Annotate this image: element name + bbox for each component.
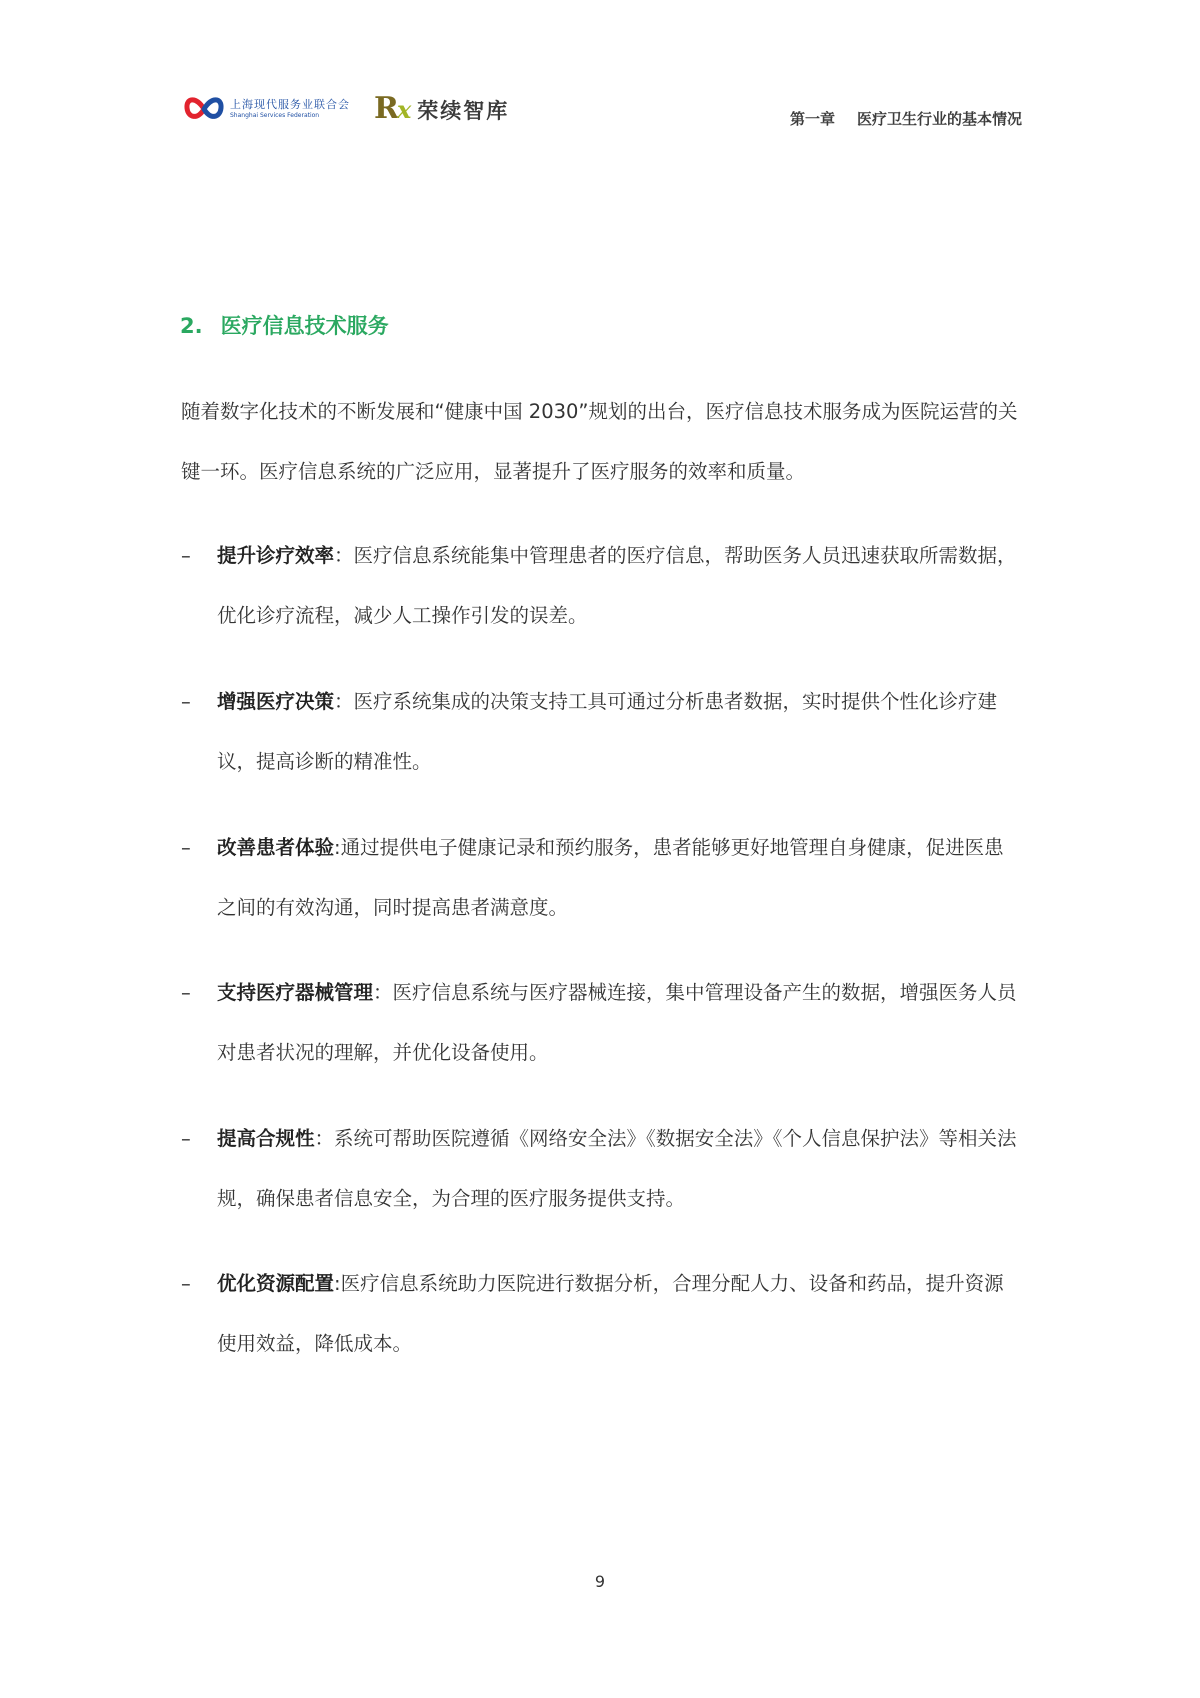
list-item	[181, 526, 1023, 646]
bullet-marker: –	[181, 981, 191, 1004]
section-heading	[180, 310, 389, 340]
bullet-separator: ：	[334, 544, 354, 567]
chapter-title: 医疗卫生行业的基本情况	[856, 110, 1022, 128]
list-item	[181, 672, 1023, 792]
bullet-marker: –	[181, 690, 191, 713]
list-item	[181, 1254, 1023, 1374]
rx-logo-name: 荣续智库	[417, 98, 510, 123]
bullet-separator: ：	[314, 1127, 335, 1150]
bullet-text: 医疗信息系统与医疗器械连接，集中管理设备产生的数据，增强医务人员对患者状况的理解，并优化设备使用。	[217, 981, 1017, 1064]
bullet-marker: –	[181, 1127, 191, 1150]
bullet-marker: –	[181, 836, 191, 859]
bullet-term: 优化资源配置	[217, 1272, 335, 1295]
rx-logo-mark: Rx	[374, 91, 410, 126]
ssf-logo-en: Shanghai Services Federation	[230, 112, 320, 119]
bullet-term: 增强医疗决策	[217, 690, 335, 713]
section-number: 2.	[180, 314, 203, 338]
list-item	[181, 818, 1023, 938]
list-item	[181, 1109, 1023, 1229]
bullet-text: 通过提供电子健康记录和预约服务，患者能够更好地管理自身健康，促进医患之间的有效沟通，同时提高患者满意度。	[217, 836, 1004, 919]
bullet-term: 提高合规性	[217, 1127, 315, 1150]
bullet-separator: ：	[373, 981, 393, 1004]
chapter-label: 第一章	[789, 110, 835, 128]
list-item	[181, 963, 1023, 1083]
bullet-marker: –	[181, 1272, 191, 1295]
bullet-separator: ：	[334, 690, 354, 713]
ssf-logo-cn: 上海现代服务业联合会	[230, 98, 350, 111]
bullet-separator: :	[334, 836, 341, 859]
bullet-term: 改善患者体验	[217, 836, 335, 859]
bullet-text: 系统可帮助医院遵循《网络安全法》《数据安全法》《个人信息保护法》等相关法规，确保患者信息安全，为合理的医疗服务提供支持。	[217, 1127, 1017, 1210]
bullet-text: 医疗信息系统助力医院进行数据分析，合理分配人力、设备和药品，提升资源使用效益，降低成本。	[217, 1272, 1004, 1355]
bullet-text: 医疗信息系统能集中管理患者的医疗信息，帮助医务人员迅速获取所需数据，优化诊疗流程，减少人工操作引发的误差。	[217, 544, 1017, 627]
bullet-separator: :	[334, 1272, 341, 1295]
section-title: 医疗信息技术服务	[220, 314, 389, 338]
running-header	[790, 108, 1022, 129]
bullet-term: 支持医疗器械管理	[217, 981, 374, 1004]
page-header	[184, 84, 1022, 140]
bullet-text: 医疗系统集成的决策支持工具可通过分析患者数据，实时提供个性化诊疗建议，提高诊断的精准性。	[217, 690, 998, 773]
bullet-marker: –	[181, 544, 191, 567]
ssf-logo	[184, 92, 350, 126]
bullet-term: 提升诊疗效率	[217, 544, 335, 567]
intro-paragraph: 随着数字化技术的不断发展和“健康中国 2030”规划的出台，医疗信息技术服务成为医院运营的关键一环。医疗信息系统的广泛应用，显著提升了医疗服务的效率和质量。	[181, 400, 1018, 483]
ssf-logo-icon	[184, 92, 224, 126]
page-number: 9	[594, 1572, 606, 1591]
rx-logo	[374, 92, 509, 127]
